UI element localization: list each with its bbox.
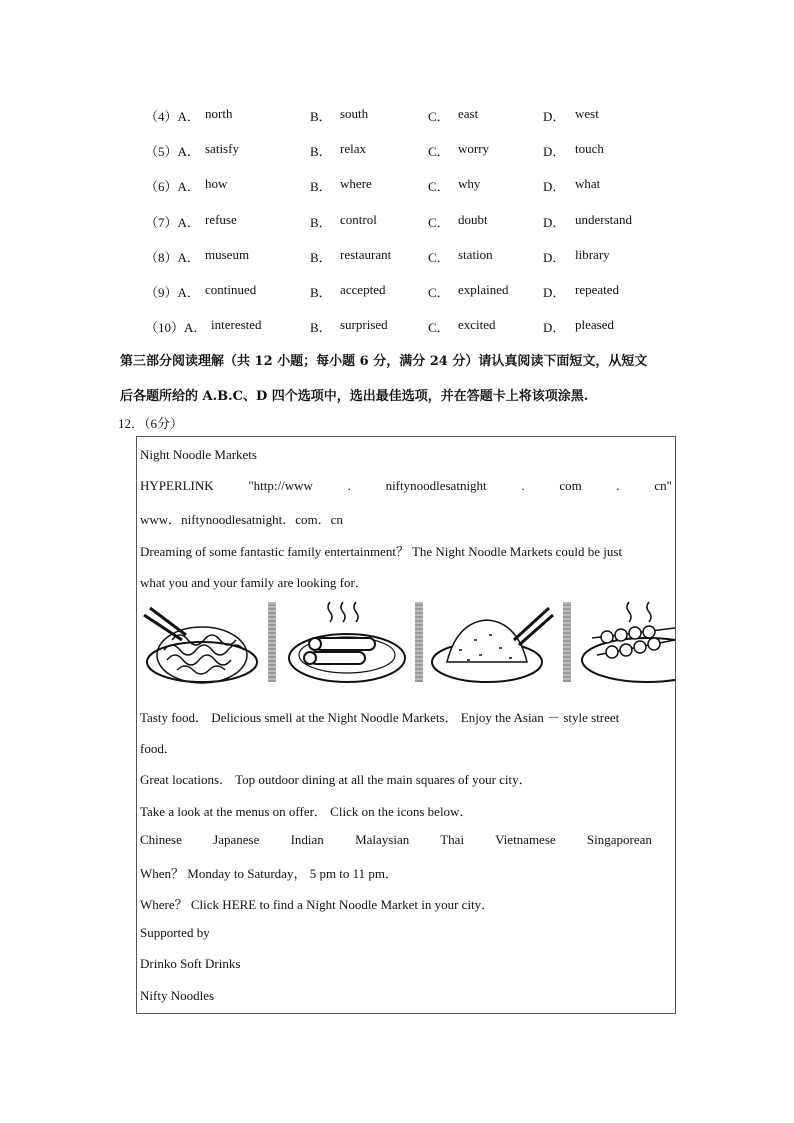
option-d: repeated bbox=[575, 282, 620, 297]
option-c: explained bbox=[458, 282, 509, 297]
question-label: （5）A． bbox=[145, 144, 200, 160]
option-b-label: B． bbox=[310, 285, 332, 300]
paragraph-2a bbox=[140, 707, 672, 726]
option-d-label: D． bbox=[543, 144, 566, 160]
option-d-label: D． bbox=[543, 179, 566, 195]
option-d-label: D． bbox=[543, 320, 566, 336]
option-a: how bbox=[205, 176, 228, 192]
option-b: control bbox=[340, 211, 377, 227]
option-d: west bbox=[575, 106, 599, 121]
option-d-label: D． bbox=[543, 214, 566, 230]
question-label: （8）A． bbox=[145, 249, 200, 265]
option-b: surprised bbox=[340, 317, 388, 333]
option-d: pleased bbox=[575, 317, 614, 333]
rice-plate-icon bbox=[429, 600, 554, 688]
option-b-label: B． bbox=[310, 249, 332, 265]
cuisine-link[interactable]: Japanese bbox=[213, 832, 260, 847]
question-label: （4）A． bbox=[145, 109, 200, 124]
hyperlink-part: niftynoodlesatnight bbox=[385, 478, 487, 493]
option-c-label: C． bbox=[428, 214, 450, 230]
option-c-label: C． bbox=[428, 249, 450, 265]
skewers-plate-icon bbox=[577, 600, 675, 688]
when-line: When？ Monday to Saturday， 5 pm to 11 pm． bbox=[140, 866, 399, 881]
option-b: restaurant bbox=[340, 246, 392, 262]
option-d: touch bbox=[575, 141, 604, 157]
website-link[interactable]: www．niftynoodlesatnight．com．cn bbox=[140, 512, 343, 527]
option-a: museum bbox=[205, 246, 250, 262]
cuisine-link[interactable]: Singaporean bbox=[586, 832, 652, 847]
question-label: （7）A． bbox=[145, 214, 200, 230]
option-a: north bbox=[205, 106, 233, 121]
cuisine-link[interactable]: Vietnamese bbox=[495, 832, 556, 847]
option-c: east bbox=[458, 106, 479, 121]
option-c: excited bbox=[458, 317, 496, 333]
option-d-label: D． bbox=[543, 109, 566, 124]
where-line: Where？ Click HERE to find a Night Noodle Market in your city． bbox=[140, 897, 495, 912]
option-b-label: B． bbox=[310, 179, 332, 195]
option-b: relax bbox=[340, 141, 366, 157]
cuisine-links bbox=[140, 832, 652, 848]
option-b: where bbox=[340, 176, 372, 192]
question-label: （6）A． bbox=[145, 179, 200, 195]
option-b-label: B． bbox=[310, 144, 332, 160]
paragraph-2a-text: Tasty food． Delicious smell at the Night Noodle Markets． Enjoy the Asian － style street bbox=[140, 710, 620, 725]
passage-box bbox=[136, 436, 676, 1014]
supported-by-label: Supported by bbox=[140, 925, 210, 940]
option-c-label: C． bbox=[428, 320, 450, 336]
option-c: why bbox=[458, 176, 481, 192]
option-b: accepted bbox=[340, 282, 386, 297]
option-d-label: D． bbox=[543, 249, 566, 265]
option-a: interested bbox=[211, 317, 262, 333]
hyperlink-line bbox=[140, 478, 672, 494]
paragraph-4: Take a look at the menus on offer． Click on the icons below． bbox=[140, 804, 473, 819]
hyperlink-part: HYPERLINK bbox=[140, 478, 214, 493]
option-c-label: C． bbox=[428, 144, 450, 160]
paragraph-1b: what you and your family are looking for． bbox=[140, 575, 368, 590]
question-number: 12．（6分） bbox=[118, 416, 184, 431]
option-c: station bbox=[458, 246, 493, 262]
image-divider bbox=[415, 602, 423, 682]
image-divider bbox=[563, 602, 571, 682]
question-label: （9）A． bbox=[145, 285, 200, 300]
hyperlink-part: . bbox=[347, 478, 351, 493]
hyperlink-part: cn" bbox=[654, 478, 672, 493]
passage-title: Night Noodle Markets bbox=[140, 447, 257, 462]
cuisine-link[interactable]: Malaysian bbox=[355, 832, 410, 847]
option-d-label: D． bbox=[543, 285, 566, 300]
option-b-label: B． bbox=[310, 109, 332, 124]
option-b-label: B． bbox=[310, 320, 332, 336]
option-a: refuse bbox=[205, 211, 237, 227]
spring-rolls-plate-icon bbox=[285, 600, 410, 688]
question-label: （10）A． bbox=[145, 320, 207, 336]
option-c-label: C． bbox=[428, 179, 450, 195]
hyperlink-part: com bbox=[559, 478, 582, 493]
paragraph-3: Great locations． Top outdoor dining at all the main squares of your city． bbox=[140, 772, 532, 787]
option-b-label: B． bbox=[310, 214, 332, 230]
option-d: understand bbox=[575, 211, 633, 227]
hyperlink-part: . bbox=[616, 478, 620, 493]
sponsor-2: Nifty Noodles bbox=[140, 988, 215, 1003]
option-a: satisfy bbox=[205, 141, 239, 157]
cuisine-link[interactable]: Thai bbox=[440, 832, 465, 847]
sponsor-1: Drinko Soft Drinks bbox=[140, 956, 241, 971]
hyperlink-part: . bbox=[521, 478, 525, 493]
option-d: what bbox=[575, 176, 601, 192]
option-d: library bbox=[575, 246, 610, 262]
hyperlink-part: "http://www bbox=[248, 478, 313, 493]
noodles-plate-icon bbox=[142, 600, 262, 688]
option-c: worry bbox=[458, 141, 490, 157]
paragraph-1a: Dreaming of some fantastic family entertainment？ The Night Noodle Markets could be just bbox=[140, 544, 623, 559]
option-a: continued bbox=[205, 282, 257, 297]
option-c-label: C． bbox=[428, 285, 450, 300]
paragraph-2b: food． bbox=[140, 741, 177, 756]
image-divider bbox=[268, 602, 276, 682]
option-c-label: C． bbox=[428, 109, 450, 124]
section-instruction-line2: 后各题所给的 A.B.C、D 四个选项中，选出最佳选项，并在答题卡上将该项涂黑. bbox=[120, 389, 589, 404]
section-instruction-line1: 第三部分阅读理解（共 12 小题；每小题 6 分，满分 24 分）请认真阅读下面短文，从短文 bbox=[120, 354, 648, 369]
cuisine-link[interactable]: Chinese bbox=[140, 832, 182, 847]
option-b: south bbox=[340, 106, 369, 121]
cuisine-link[interactable]: Indian bbox=[290, 832, 324, 847]
option-c: doubt bbox=[458, 211, 488, 227]
